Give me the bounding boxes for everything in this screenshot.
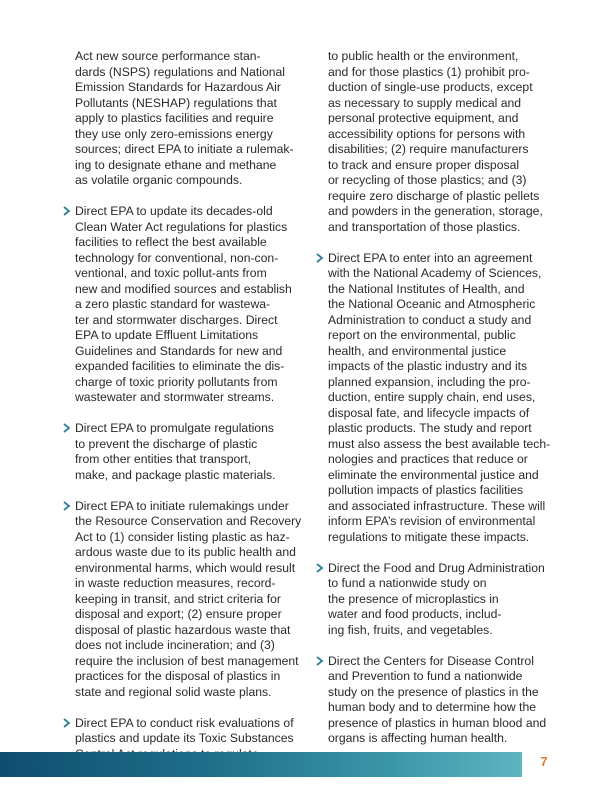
chevron-right-icon bbox=[315, 655, 324, 667]
bullet-text-line: the presence of microplastics in bbox=[328, 591, 499, 606]
bullet-text-line: human body and to determine how the bbox=[328, 700, 537, 714]
bullet-text-line: state and regional solid waste plans. bbox=[75, 684, 272, 699]
bullet-text-line: the Resource Conservation and Recovery bbox=[75, 514, 302, 528]
bullet-text-line: duction, entire supply chain, end uses, bbox=[328, 390, 536, 404]
text-line: duction of single-use products, except bbox=[328, 80, 533, 94]
bullet-text-line: Act to (1) consider listing plastic as haz- bbox=[75, 529, 290, 544]
bullet-text-line: and associated infrastructure. These will bbox=[328, 498, 546, 513]
right-column bbox=[315, 49, 555, 762]
bullet-text-line: EPA to update Effluent Limitations bbox=[75, 328, 259, 342]
bullet-text-line: Clean Water Act regulations for plastics bbox=[75, 219, 288, 234]
bullet-text-line: eliminate the environmental justice and bbox=[328, 467, 539, 482]
bullet-text-line: organs is affecting human health. bbox=[328, 731, 508, 745]
text-line: Act new source performance stan- bbox=[75, 49, 261, 63]
bullet-text-line: Direct the Centers for Disease Control bbox=[328, 653, 534, 668]
bullet-text-line: expanded facilities to eliminate the dis- bbox=[75, 359, 285, 373]
bullet-text-line: planned expansion, including the pro- bbox=[328, 374, 531, 389]
bullet-text-line: Direct EPA to enter into an agreement bbox=[328, 250, 533, 265]
bullet-item bbox=[62, 499, 302, 701]
bullet-text-line: disposal and export; (2) ensure proper bbox=[75, 607, 282, 621]
text-line: they use only zero-emissions energy bbox=[75, 126, 273, 141]
bullet-text-line: to prevent the discharge of plastic bbox=[75, 436, 258, 451]
text-line: apply to plastics facilities and require bbox=[75, 111, 274, 125]
bullet-text-line: Direct the Food and Drug Administration bbox=[328, 560, 545, 575]
text-line: ing to designate ethane and methane bbox=[75, 157, 277, 172]
bullet-text-line: Direct EPA to conduct risk evaluations of bbox=[75, 715, 294, 730]
bullet-text-line: from other entities that transport, bbox=[75, 452, 252, 466]
bullet-text-line: charge of toxic priority pollutants from bbox=[75, 374, 278, 389]
bullet-item bbox=[315, 654, 555, 747]
bullet-text-line: nologies and practices that reduce or bbox=[328, 452, 528, 466]
bullet-text-line: ventional, and toxic pollut-ants from bbox=[75, 266, 267, 280]
chevron-right-icon bbox=[315, 252, 324, 264]
page-number: 7 bbox=[540, 754, 548, 769]
bullet-item bbox=[62, 421, 302, 483]
bullet-text-line: practices for the disposal of plastics in bbox=[75, 669, 281, 683]
text-line: require zero discharge of plastic pellets bbox=[328, 188, 540, 203]
bullet-text-line: regulations to mitigate these impacts. bbox=[328, 529, 530, 544]
text-line: as necessary to supply medical and bbox=[328, 95, 522, 110]
text-line: to public health or the environment, bbox=[328, 49, 519, 63]
chevron-right-icon bbox=[62, 717, 71, 729]
bullet-text-line: facilities to reflect the best available bbox=[75, 235, 267, 249]
chevron-right-icon bbox=[62, 422, 71, 434]
bullet-item bbox=[315, 561, 555, 639]
bullet-text-line: ter and stormwater discharges. Direct bbox=[75, 312, 278, 327]
bullet-text-line: a zero plastic standard for wastewa- bbox=[75, 297, 271, 311]
bullet-text-line: ing fish, fruits, and vegetables. bbox=[328, 622, 493, 637]
chevron-right-icon bbox=[62, 500, 71, 512]
bullet-text-line: make, and package plastic materials. bbox=[75, 467, 276, 482]
bullet-text-line: with the National Academy of Sciences, bbox=[328, 266, 542, 280]
chevron-right-icon bbox=[62, 205, 71, 217]
bullet-text-line: water and food products, includ- bbox=[328, 607, 502, 621]
bullet-text-line: technology for conventional, non-con- bbox=[75, 250, 279, 265]
bullet-text-line: require the inclusion of best management bbox=[75, 653, 299, 668]
bullet-text-line: does not include incineration; and (3) bbox=[75, 638, 275, 652]
footer-bar bbox=[0, 752, 522, 777]
bullet-text-line: in waste reduction measures, record- bbox=[75, 576, 276, 590]
bullet-text-line: must also assess the best available tech- bbox=[328, 436, 551, 451]
left-column bbox=[62, 49, 302, 793]
bullet-text-line: plastics and update its Toxic Substances bbox=[75, 731, 294, 745]
bullet-text-line: Direct EPA to initiate rulemakings under bbox=[75, 498, 289, 513]
bullet-text-line: environmental harms, which would result bbox=[75, 560, 296, 575]
text-line: or recycling of those plastics; and (3) bbox=[328, 173, 527, 187]
text-line: and transportation of those plastics. bbox=[328, 219, 521, 234]
bullet-text-line: Direct EPA to promulgate regulations bbox=[75, 421, 274, 435]
left-lead-paragraph bbox=[62, 49, 302, 189]
bullet-text-line: new and modified sources and establish bbox=[75, 281, 292, 296]
text-line: accessibility options for persons with bbox=[328, 126, 526, 141]
text-line: and powders in the generation, storage, bbox=[328, 204, 543, 218]
text-line: as volatile organic compounds. bbox=[75, 173, 243, 187]
bullet-text-line: study on the presence of plastics in the bbox=[328, 684, 539, 699]
left-bullet-list bbox=[62, 204, 302, 778]
bullet-text-line: wastewater and stormwater streams. bbox=[75, 390, 275, 404]
bullet-item bbox=[62, 204, 302, 406]
bullet-text-line: Administration to conduct a study and bbox=[328, 312, 532, 327]
right-lead-paragraph bbox=[315, 49, 555, 235]
text-line: disabilities; (2) require manufacturers bbox=[328, 142, 529, 156]
bullet-text-line: to fund a nationwide study on bbox=[328, 576, 487, 590]
bullet-text-line: presence of plastics in human blood and bbox=[328, 715, 547, 730]
bullet-text-line: keeping in transit, and strict criteria for bbox=[75, 591, 281, 606]
bullet-text-line: the National Oceanic and Atmospheric bbox=[328, 297, 536, 311]
text-line: to track and ensure proper disposal bbox=[328, 157, 520, 172]
bullet-text-line: plastic products. The study and report bbox=[328, 421, 532, 435]
bullet-item bbox=[315, 251, 555, 546]
bullet-text-line: and Prevention to fund a nationwide bbox=[328, 669, 523, 683]
text-line: Pollutants (NESHAP) regulations that bbox=[75, 95, 277, 110]
text-line: Emission Standards for Hazardous Air bbox=[75, 80, 281, 94]
right-bullet-list bbox=[315, 251, 555, 747]
text-line: personal protective equipment, and bbox=[328, 111, 519, 125]
bullet-text-line: report on the environmental, public bbox=[328, 328, 516, 342]
bullet-text-line: Guidelines and Standards for new and bbox=[75, 343, 283, 358]
chevron-right-icon bbox=[315, 562, 324, 574]
bullet-text-line: the National Institutes of Health, and bbox=[328, 281, 525, 296]
bullet-text-line: inform EPA’s revision of environmental bbox=[328, 514, 536, 528]
text-line: sources; direct EPA to initiate a rulemak- bbox=[75, 142, 294, 156]
bullet-text-line: disposal of plastic hazardous waste that bbox=[75, 622, 291, 637]
text-line: and for those plastics (1) prohibit pro- bbox=[328, 64, 530, 79]
bullet-text-line: pollution impacts of plastics facilities bbox=[328, 483, 524, 497]
text-line: dards (NSPS) regulations and National bbox=[75, 64, 286, 79]
bullet-text-line: impacts of the plastic industry and its bbox=[328, 359, 528, 373]
bullet-text-line: Direct EPA to update its decades-old bbox=[75, 204, 273, 218]
bullet-text-line: disposal fate, and lifecycle impacts of bbox=[328, 405, 530, 420]
bullet-text-line: ardous waste due to its public health and bbox=[75, 545, 296, 559]
bullet-text-line: health, and environmental justice bbox=[328, 343, 507, 358]
